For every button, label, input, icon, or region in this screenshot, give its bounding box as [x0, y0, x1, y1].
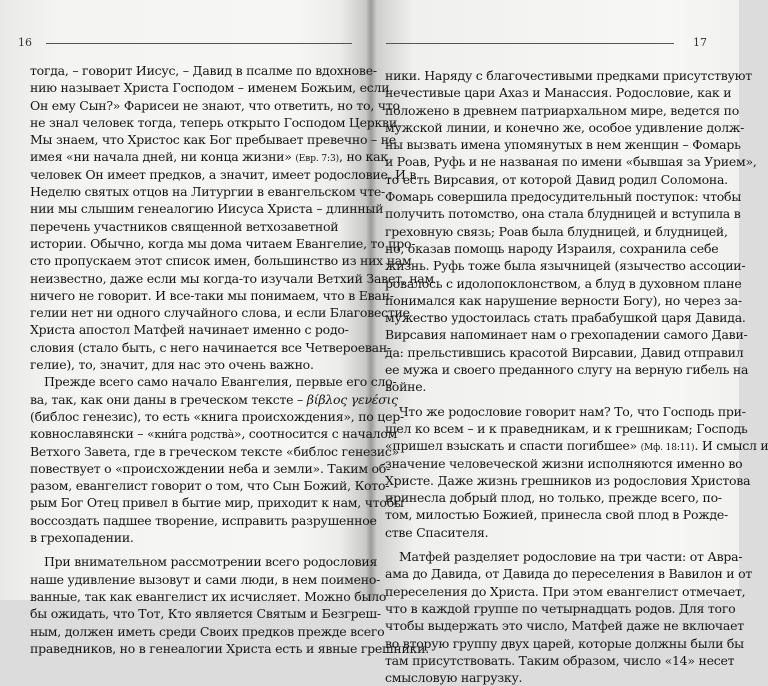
text-segment: Христе. Даже жизнь грешников из родословия Христова	[385, 472, 751, 488]
text-segment: греховную связь; Роав была блудницей, и блудницей,	[385, 223, 728, 239]
text-segment: сто пропускаем этот список имен, большинство из них нам	[30, 253, 412, 269]
text-segment: Мы знаем, что Христос как Бог пребывает превечно – не	[30, 132, 396, 148]
text-line	[385, 292, 742, 309]
text-segment: βίβλος γενέσις	[306, 391, 398, 407]
text-line	[30, 640, 429, 657]
text-line	[30, 623, 385, 640]
text-segment: праведников, но в генеалогии Христа есть и явные грешники.	[30, 640, 429, 656]
text-segment: словия (стало быть, с него начинается все Четвероеван-	[30, 339, 391, 355]
text-line	[30, 391, 398, 408]
text-segment: что в каждой группе по четырнадцать родов. Для того	[385, 600, 736, 616]
page-number: 17	[693, 36, 707, 49]
text-segment: ковнославянски – «	[30, 426, 155, 442]
text-line	[385, 455, 743, 472]
text-line	[30, 373, 397, 390]
text-line	[385, 403, 746, 420]
header-rule	[46, 43, 352, 44]
text-line	[30, 339, 391, 356]
text-segment: ама до Давида, от Давида до переселения в Вавилон и от	[385, 566, 753, 582]
text-line	[385, 344, 744, 361]
text-line	[30, 252, 412, 269]
text-segment: получить потомство, она стала блудницей и вступила в	[385, 206, 741, 222]
text-segment: нии мы слышим генеалогию Иисуса Христа – длинный	[30, 201, 384, 217]
text-segment: перечень участников священной ветхозаветной	[30, 218, 339, 234]
text-line	[385, 617, 744, 634]
text-line	[385, 361, 749, 378]
text-segment: во вторую группу двух царей, которые должны были бы	[385, 635, 744, 651]
text-line	[30, 494, 404, 511]
text-line	[385, 102, 739, 119]
text-line	[30, 443, 399, 460]
text-line	[385, 119, 745, 136]
text-segment: воссоздать падшее творение, исправить разрушенное	[30, 512, 377, 528]
text-line	[385, 600, 736, 617]
text-line	[385, 420, 748, 437]
text-line	[30, 200, 384, 217]
text-segment: нечестивые цари Ахаз и Манассия. Родословие, как и	[385, 85, 732, 101]
text-line	[30, 114, 401, 131]
text-segment: мужество удостоилась стать прабабушкой царя Давида.	[385, 310, 746, 326]
text-segment: не знал человек тогда, теперь открыто Господом Церкви.	[30, 114, 401, 130]
text-line	[30, 235, 416, 252]
text-segment: ничего не говорит. И все-таки мы понимаем, что в Еван-	[30, 287, 394, 303]
text-segment: Ветхого Завета, где в греческом тексте «библос генезис»	[30, 443, 399, 459]
text-segment: ники. Наряду с благочестивыми предками присутствуют	[385, 68, 752, 83]
text-segment: повествует о «происхождении неба и земли». Таким об-	[30, 460, 391, 476]
text-line	[385, 472, 751, 489]
text-line	[30, 356, 348, 373]
text-line	[30, 148, 388, 165]
text-line	[385, 437, 768, 454]
text-line	[30, 321, 348, 338]
text-line	[385, 635, 744, 652]
paragraph-gap	[30, 546, 348, 553]
text-line	[30, 304, 410, 321]
text-segment: ровалось с идолопоклонством, а блуд в духовном плане	[385, 275, 742, 291]
text-line	[30, 605, 381, 622]
page-number: 16	[18, 36, 32, 49]
text-segment: переселения до Христа. При этом евангелист отмечает,	[385, 583, 746, 599]
right-page	[370, 0, 768, 686]
text-line	[30, 529, 348, 546]
text-line	[385, 188, 742, 205]
page-text	[385, 67, 768, 686]
text-segment: ны вызвать имена упомянутых в нем женщин – Фомарь	[385, 137, 741, 153]
text-line	[385, 583, 746, 600]
text-line	[30, 270, 434, 287]
text-line	[30, 97, 400, 114]
text-line	[385, 84, 732, 101]
text-line	[385, 257, 746, 274]
text-segment: принесла добрый плод, но только, прежде всего, по-	[385, 490, 722, 506]
text-line	[385, 548, 743, 565]
text-segment: Прежде всего само начало Евангелия, первые его сло-	[44, 374, 397, 390]
text-segment: жизнь. Руфь тоже была язычницей (язычество ассоции-	[385, 258, 746, 274]
text-line	[30, 460, 391, 477]
text-line	[385, 326, 748, 343]
text-segment: Фомарь совершила предосудительный поступок: чтобы	[385, 189, 742, 205]
text-line	[30, 287, 394, 304]
text-segment: шел ко всем – и к праведникам, и к грешникам; Господь	[385, 420, 748, 436]
text-segment: там присутствовать. Таким образом, число «14» несет	[385, 652, 735, 668]
text-segment: тогда, – говорит Иисус, – Давид в псалме по вдохнове-	[30, 63, 377, 78]
text-segment: рым Бог Отец привел в бытие мир, приходит к нам, чтобы	[30, 495, 404, 511]
text-segment: ным, должен иметь среди Своих предков прежде всего	[30, 623, 385, 639]
text-segment: ванные, так как евангелист их исчисляет. Можно было	[30, 588, 387, 604]
text-segment: кни́га родства̀	[154, 428, 234, 442]
text-line	[385, 275, 742, 292]
text-segment: нию называет Христа Господом – именем Божьим, если	[30, 80, 390, 96]
text-segment: Христа апостол Матфей начинает именно с родо-	[30, 322, 349, 338]
text-segment: чтобы выдержать это число, Матфей даже не включает	[385, 618, 744, 634]
text-line	[385, 67, 752, 84]
text-segment: ее мужа и своего преданного слугу на верную гибель на	[385, 362, 749, 378]
text-segment: имея «ни начала дней, ни конца жизни»	[30, 149, 296, 165]
text-segment: Что же родословие говорит нам? То, что Господь при-	[399, 403, 746, 419]
text-line	[385, 524, 703, 541]
text-segment: Вирсавия напоминает нам о грехопадении самого Дави-	[385, 327, 748, 343]
text-segment: », соотносится с началом	[233, 426, 398, 442]
text-line	[30, 131, 396, 148]
text-line	[385, 205, 741, 222]
text-segment: положено в древнем патриархальном мире, ведется по	[385, 102, 739, 118]
text-line	[30, 571, 381, 588]
text-segment: человек Он имеет предков, а значит, имеет родословие. И в	[30, 166, 417, 182]
text-segment: Неделю святых отцов на Литургии в евангельском чте-	[30, 184, 385, 200]
text-segment: стве Спасителя.	[385, 524, 489, 540]
text-line	[30, 166, 417, 183]
text-line	[385, 669, 703, 686]
text-segment: да: прельстившись красотой Вирсавии, Давид отправил	[385, 344, 744, 360]
text-segment: значение человеческой жизни исполняются именно во	[385, 455, 743, 471]
text-segment: то есть Вирсавия, от которой Давид родил Соломона.	[385, 171, 728, 187]
header-rule	[386, 43, 674, 44]
text-line	[30, 512, 377, 529]
text-segment: ва, так, как они даны в греческом тексте –	[30, 391, 307, 407]
text-segment: но, оказав помощь народу Израиля, сохранила себе	[385, 240, 719, 256]
scripture-reference: (Мф. 18:11)	[640, 443, 695, 454]
text-segment: смысловую нагрузку.	[385, 670, 523, 686]
scripture-reference: (Евр. 7:3)	[295, 154, 340, 165]
text-segment: гелии нет ни одного случайного слова, и если Благовестие	[30, 305, 410, 321]
text-segment: истории. Обычно, когда мы дома читаем Евангелие, то про-	[30, 235, 416, 251]
text-segment: (библос генезис), то есть «книга происхождения», по цер-	[30, 408, 404, 424]
text-line	[30, 183, 385, 200]
text-line	[30, 218, 348, 235]
text-line	[30, 408, 404, 425]
text-line	[385, 309, 746, 326]
text-line	[385, 153, 757, 170]
text-segment: При внимательном рассмотрении всего родословия	[44, 554, 378, 570]
text-line	[30, 79, 390, 96]
text-segment: том, милостью Божией, принесла свой плод в Рожде-	[385, 507, 729, 523]
paragraph-gap	[385, 541, 703, 548]
text-line	[30, 62, 377, 79]
text-line	[385, 136, 741, 153]
text-segment: неизвестно, даже если мы когда-то изучали Ветхий Завет, нам	[30, 270, 434, 286]
text-line	[30, 553, 378, 570]
text-segment: гелие), то, значит, для нас это очень важно.	[30, 357, 314, 373]
text-line	[385, 565, 753, 582]
text-segment: понимался как нарушение верности Богу), но через за-	[385, 292, 742, 308]
text-line	[385, 240, 719, 257]
text-line	[385, 223, 728, 240]
text-line	[385, 171, 728, 188]
text-line	[385, 378, 703, 395]
text-line	[30, 588, 387, 605]
text-segment: «пришел взыскать и спасти погибшее»	[385, 438, 641, 454]
text-segment: и Роав, Руфь и не названая по имени «бывшая за Урием»,	[385, 154, 757, 170]
text-line	[385, 506, 729, 523]
text-segment: войне.	[385, 379, 427, 395]
text-line	[30, 477, 390, 494]
text-segment: Он ему Сын?» Фарисеи не знают, что ответить, но то, что	[30, 97, 400, 113]
text-segment: , но как	[339, 149, 388, 165]
text-line	[30, 425, 398, 442]
text-segment: бы ожидать, что Тот, Кто является Святым и Безгреш-	[30, 606, 381, 622]
paragraph-gap	[385, 396, 703, 403]
text-segment: . И смысл и	[694, 438, 768, 454]
text-line	[385, 489, 722, 506]
text-segment: в грехопадении.	[30, 530, 134, 546]
text-line	[385, 652, 735, 669]
text-segment: мужской линии, и конечно же, особое удивление долж-	[385, 119, 745, 135]
text-segment: разом, евангелист говорит о том, что Сын Божий, Кото-	[30, 478, 390, 494]
text-segment: Матфей разделяет родословие на три части: от Авра-	[399, 549, 743, 565]
text-segment: наше удивление вызовут и сами люди, в нем поимено-	[30, 571, 381, 587]
